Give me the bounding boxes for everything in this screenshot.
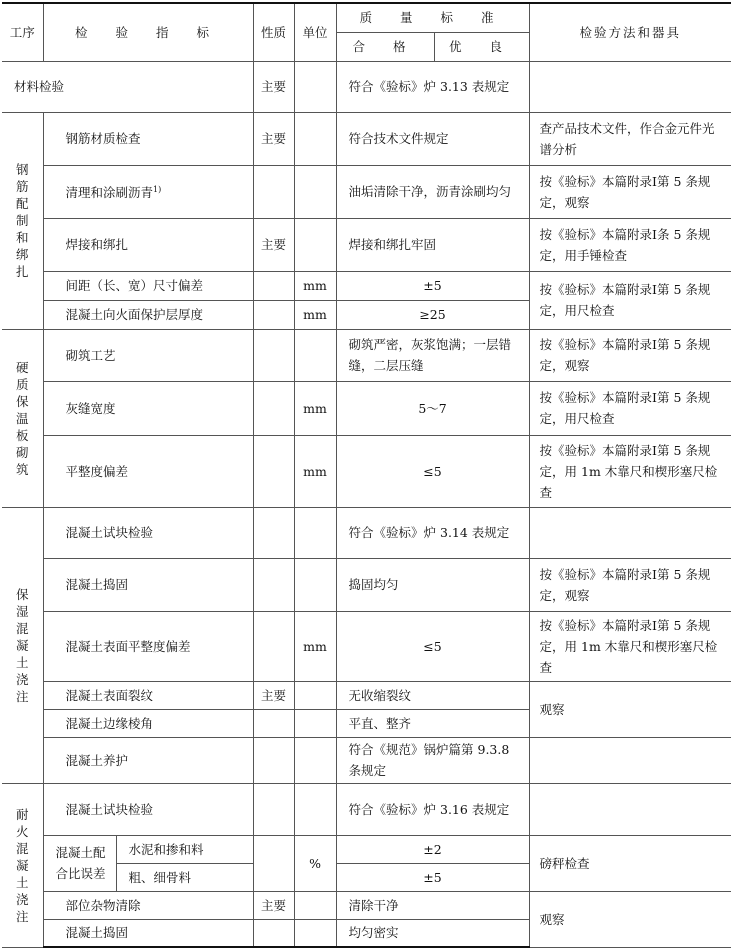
nature-cell: [253, 271, 294, 300]
material-label: 材料检验: [2, 61, 253, 112]
table-row: [2, 61, 731, 112]
table-row: [2, 611, 731, 681]
header-row: [2, 3, 731, 32]
method-cell: 观察: [529, 891, 731, 947]
method-cell: [529, 737, 731, 783]
method-cell: 按《验标》本篇附录Ⅰ条 5 条规定，用手锤检查: [529, 218, 731, 271]
header-excellent: 优 良: [434, 32, 529, 61]
nature-cell: [253, 737, 294, 783]
method-cell: [529, 61, 731, 112]
table-row: [2, 381, 731, 435]
item-cell: 平整度偏差: [43, 435, 253, 507]
standard-cell: ≤5: [336, 435, 529, 507]
nature-cell: [253, 507, 294, 558]
nature-cell: [253, 329, 294, 381]
item-cell: 灰缝宽度: [43, 381, 253, 435]
unit-cell: [294, 218, 336, 271]
table-row: [2, 835, 731, 863]
standard-cell: ≥25: [336, 300, 529, 329]
unit-cell: [294, 165, 336, 218]
method-cell: [529, 507, 731, 558]
header-method: 检验方法和器具: [529, 3, 731, 61]
item-cell: 混凝土向火面保护层厚度: [43, 300, 253, 329]
unit-cell: [294, 737, 336, 783]
item-cell: 混凝土配合比误差: [43, 835, 116, 891]
standard-cell: 符合《验标》炉 3.13 表规定: [336, 61, 529, 112]
method-cell: 按《验标》本篇附录Ⅰ第 5 条规定，观察: [529, 165, 731, 218]
unit-cell: mm: [294, 271, 336, 300]
unit-cell: mm: [294, 381, 336, 435]
unit-cell: [294, 112, 336, 165]
unit-cell: [294, 919, 336, 947]
unit-cell: [294, 61, 336, 112]
nature-cell: [253, 709, 294, 737]
table-row: [2, 737, 731, 783]
item-cell: 间距（长、宽）尺寸偏差: [43, 271, 253, 300]
method-cell: [529, 783, 731, 835]
standard-cell: ±5: [336, 271, 529, 300]
table-row: [2, 891, 731, 919]
standard-cell: 焊接和绑扎牢固: [336, 218, 529, 271]
unit-cell: [294, 681, 336, 709]
nature-cell: [253, 381, 294, 435]
nature-cell: [253, 919, 294, 947]
item-cell: 混凝土试块检验: [43, 507, 253, 558]
standard-cell: 平直、整齐: [336, 709, 529, 737]
unit-cell: [294, 507, 336, 558]
subitem-cell: 粗、细骨料: [116, 863, 253, 891]
nature-cell: 主要: [253, 61, 294, 112]
nature-cell: [253, 165, 294, 218]
process-board: 硬质保温板砌筑: [2, 329, 43, 507]
table-row: [2, 435, 731, 507]
table-row: [2, 165, 731, 218]
item-cell: 焊接和绑扎: [43, 218, 253, 271]
unit-cell: [294, 709, 336, 737]
standard-cell: 清除干净: [336, 891, 529, 919]
unit-cell: mm: [294, 300, 336, 329]
table-row: [2, 558, 731, 611]
unit-cell: mm: [294, 435, 336, 507]
nature-cell: [253, 835, 294, 891]
table-row: [2, 329, 731, 381]
standard-cell: 砌筑严密，灰浆饱满；一层错缝，二层压缝: [336, 329, 529, 381]
table-row: [2, 271, 731, 300]
table-row: [2, 507, 731, 558]
inspection-standard-table: [2, 2, 731, 948]
item-cell: 混凝土表面平整度偏差: [43, 611, 253, 681]
process-moist-concrete: 保湿混凝土浇注: [2, 507, 43, 783]
unit-cell: %: [294, 835, 336, 891]
standard-cell: 5～7: [336, 381, 529, 435]
header-pass: 合 格: [336, 32, 434, 61]
standard-cell: 符合《验标》炉 3.16 表规定: [336, 783, 529, 835]
header-unit: 单位: [294, 3, 336, 61]
nature-cell: 主要: [253, 681, 294, 709]
table-row: [2, 681, 731, 709]
item-cell: 混凝土试块检验: [43, 783, 253, 835]
process-refractory-concrete: 耐火混凝土浇注: [2, 783, 43, 947]
standard-cell: 均匀密实: [336, 919, 529, 947]
item-cell: 砌筑工艺: [43, 329, 253, 381]
standard-cell: 符合《验标》炉 3.14 表规定: [336, 507, 529, 558]
method-cell: 按《验标》本篇附录Ⅰ第 5 条规定，观察: [529, 329, 731, 381]
method-cell: 观察: [529, 681, 731, 737]
standard-cell: 无收缩裂纹: [336, 681, 529, 709]
table-row: [2, 112, 731, 165]
footnote-marker: 1): [153, 185, 162, 195]
standard-cell: 油垢清除干净，沥青涂刷均匀: [336, 165, 529, 218]
standard-cell: 捣固均匀: [336, 558, 529, 611]
header-standard: 质 量 标 准: [336, 3, 529, 32]
process-rebar: 钢筋配制和绑扎: [2, 112, 43, 329]
nature-cell: [253, 300, 294, 329]
item-cell: 混凝土捣固: [43, 558, 253, 611]
method-cell: 磅秤检查: [529, 835, 731, 891]
unit-cell: mm: [294, 611, 336, 681]
item-cell: 混凝土表面裂纹: [43, 681, 253, 709]
unit-cell: [294, 329, 336, 381]
nature-cell: 主要: [253, 218, 294, 271]
item-cell: 钢筋材质检查: [43, 112, 253, 165]
table-row: [2, 783, 731, 835]
header-item: 检 验 指 标: [43, 3, 253, 61]
standard-cell: 符合《规范》锅炉篇第 9.3.8 条规定: [336, 737, 529, 783]
standard-cell: 符合技术文件规定: [336, 112, 529, 165]
nature-cell: 主要: [253, 891, 294, 919]
nature-cell: [253, 435, 294, 507]
item-cell: 清理和涂刷沥青$^{1)}$: [43, 165, 253, 218]
standard-cell: ≤5: [336, 611, 529, 681]
method-cell: 按《验标》本篇附录Ⅰ第 5 条规定，用尺检查: [529, 271, 731, 329]
standard-cell: ±5: [336, 863, 529, 891]
item-cell: 混凝土养护: [43, 737, 253, 783]
nature-cell: 主要: [253, 112, 294, 165]
nature-cell: [253, 783, 294, 835]
unit-cell: [294, 891, 336, 919]
method-cell: 按《验标》本篇附录Ⅰ第 5 条规定，用尺检查: [529, 381, 731, 435]
table-row: [2, 218, 731, 271]
method-cell: 按《验标》本篇附录Ⅰ第 5 条规定，用 1m 木靠尺和楔形塞尺检查: [529, 435, 731, 507]
nature-cell: [253, 558, 294, 611]
item-cell: 混凝土捣固: [43, 919, 253, 947]
unit-cell: [294, 558, 336, 611]
header-nature: 性质: [253, 3, 294, 61]
item-cell: 混凝土边缘棱角: [43, 709, 253, 737]
header-process: 工序: [2, 3, 43, 61]
method-cell: 按《验标》本篇附录Ⅰ第 5 条规定，观察: [529, 558, 731, 611]
method-cell: 查产品技术文件，作合金元件光谱分析: [529, 112, 731, 165]
method-cell: 按《验标》本篇附录Ⅰ第 5 条规定，用 1m 木靠尺和楔形塞尺检查: [529, 611, 731, 681]
unit-cell: [294, 783, 336, 835]
nature-cell: [253, 611, 294, 681]
subitem-cell: 水泥和掺和料: [116, 835, 253, 863]
standard-cell: ±2: [336, 835, 529, 863]
item-cell: 部位杂物清除: [43, 891, 253, 919]
